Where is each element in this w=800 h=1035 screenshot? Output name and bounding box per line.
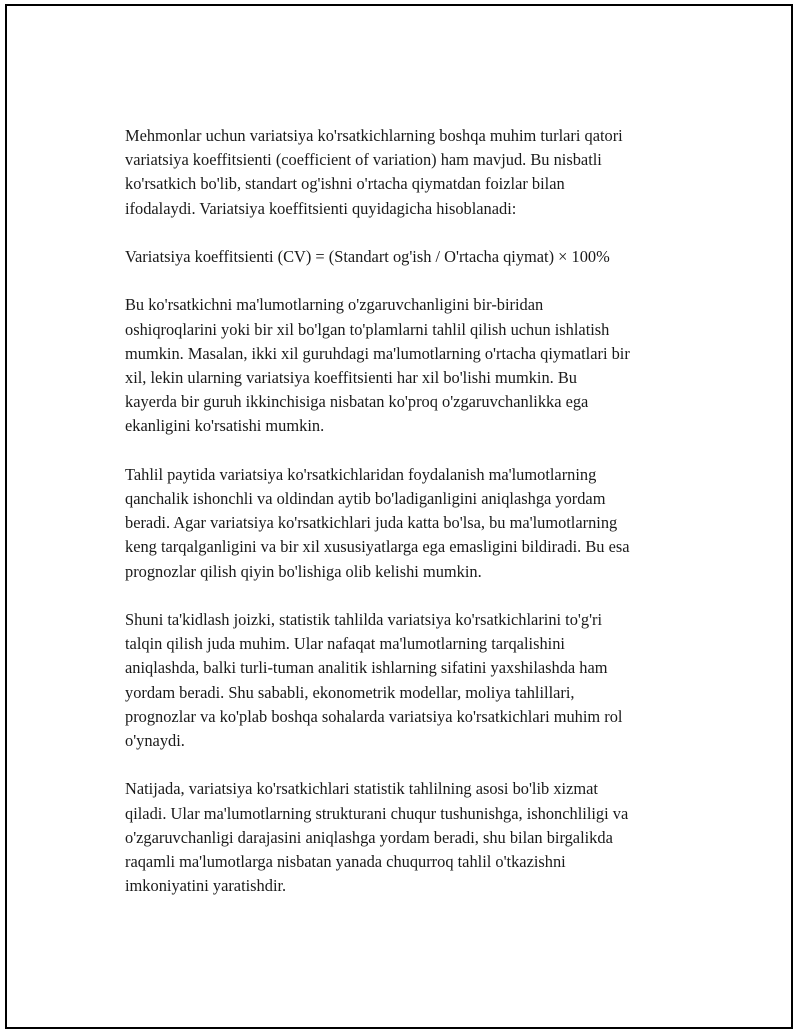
document-body	[125, 124, 699, 923]
paragraph-usage: Bu ko'rsatkichni ma'lumotlarning o'zgaruvchanligini bir-biridan oshiqroqlarini yoki bir xil bo'lgan to'plamlarni tahlil qilish uchun ishlatish mumkin. Masalan, ikki xil guruhdagi ma'lumotlarning o'rtacha qiymatlari bir xil, lekin ularning variatsiya koeffitsienti har xil bo'lishi mumkin. Bu kayerda bir guruh ikkinchisiga nisbatan ko'proq o'zgaruvchanlikka ega ekanligini ko'rsatishi mumkin.	[125, 295, 630, 436]
paragraph-analysis: Tahlil paytida variatsiya ko'rsatkichlaridan foydalanish ma'lumotlarning qanchalik ishonchli va oldindan aytib bo'ladiganligini aniqlashga yordam beradi. Agar variatsiya ko'rsatkichlari juda katta bo'lsa, bu ma'lumotlarning keng tarqalganligini va bir xil xususiyatlarga ega emasligini bildiradi. Bu esa prognozlar qilish qiyin bo'lishiga olib kelishi mumkin.	[125, 464, 630, 581]
paragraph-conclusion: Natijada, variatsiya ko'rsatkichlari statistik tahlilning asosi bo'lib xizmat qiladi. Ular ma'lumotlarning strukturani chuqur tushunishga, ishonchliligi va o'zgaruvchanligi darajasini aniqlashga yordam beradi, shu bilan birgalikda raqamli ma'lumotlarga nisbatan yanada chuqurroq tahlil o'tkazishni imkoniyatini yaratishdir.	[125, 779, 629, 896]
paragraph-formula: Variatsiya koeffitsienti (CV) = (Standart og'ish / O'rtacha qiymat) × 100%	[125, 247, 610, 266]
paragraph-importance: Shuni ta'kidlash joizki, statistik tahlilda variatsiya ko'rsatkichlarini to'g'ri talqin qilish juda muhim. Ular nafaqat ma'lumotlarning tarqalishini aniqlashda, balki turli-tuman analitik ishlarning sifatini yaxshilashda ham yordam beradi. Shu sababli, ekonometrik modellar, moliya tahlillari, prognozlar va ko'plab boshqa sohalarda variatsiya ko'rsatkichlari muhim rol o'ynaydi.	[125, 610, 623, 751]
page-frame	[5, 4, 793, 1029]
paragraph-intro: Mehmonlar uchun variatsiya ko'rsatkichlarning boshqa muhim turlari qatori variatsiya koeffitsienti (coefficient of variation) ham mavjud. Bu nisbatli ko'rsatkich bo'lib, standart og'ishni o'rtacha qiymatdan foizlar bilan ifodalaydi. Variatsiya koeffitsienti quyidagicha hisoblanadi:	[125, 126, 623, 218]
